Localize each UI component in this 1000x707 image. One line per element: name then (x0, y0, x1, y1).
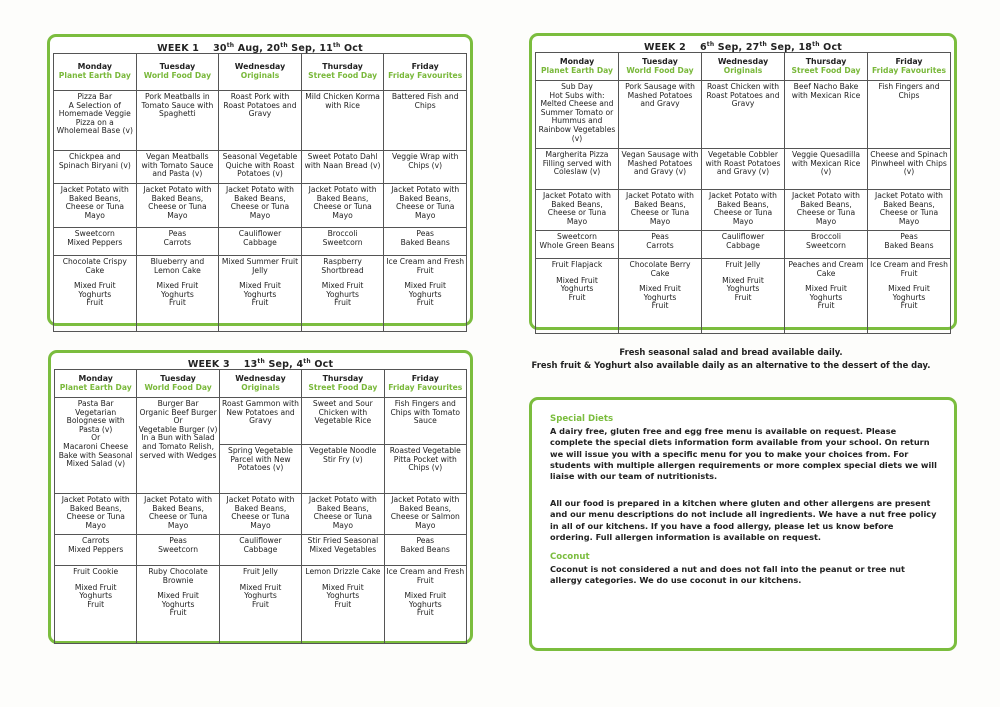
dish-text: Veggie Wrap with Chips (v) (391, 152, 459, 170)
menu-cell (54, 228, 137, 256)
menu-cell (619, 149, 702, 190)
date-month: Sep, (714, 42, 746, 54)
menu-cell (536, 231, 619, 259)
menu-cell (868, 149, 951, 190)
dish-text: Raspberry Shortbread (321, 257, 364, 275)
menu-cell (702, 231, 785, 259)
week-label: WEEK 2 (643, 42, 686, 54)
menu-cell (301, 91, 384, 151)
dish-text: Roast Pork with Roast Potatoes and Gravy (223, 92, 297, 119)
day-theme: Planet Earth Day (59, 382, 132, 392)
day-name: Monday (77, 62, 112, 72)
day-header (136, 54, 219, 91)
dish-text: Seasonal Vegetable Quiche with Roast Potatoes (v) (222, 152, 298, 179)
fruit-options: Mixed Fruit Yoghurts Fruit (156, 281, 199, 308)
date-number: 20 (266, 43, 281, 55)
dish-text: Cheese and Spinach Pinwheel with Chips (v) (870, 150, 948, 177)
dish-text: Fruit Flapjack (551, 260, 603, 269)
menu-cell (702, 149, 785, 190)
day-header (702, 53, 785, 81)
week-label: WEEK 1 (157, 43, 200, 55)
date-number: 27 (745, 42, 760, 54)
day-name: Tuesday (160, 373, 196, 383)
menu-cell (384, 151, 467, 184)
menu-cell (302, 494, 384, 535)
dish-text: Pork Meatballs in Tomato Sauce with Spaghetti (141, 92, 214, 119)
dish-text: Pasta Bar Vegetarian Bolognese with Pasta (v) Or Macaroni Cheese Bake with Seasonal Mixed Salad (v) (58, 399, 133, 469)
menu-cell (54, 151, 137, 184)
dish-text: Burger Bar Organic Beef Burger Or Vegetable Burger (v) In a Bun with Salad and Tomato Relish, served with Wedges (138, 399, 218, 460)
date-month: Sep, (264, 359, 297, 371)
menu-cell (384, 566, 466, 644)
day-theme: Friday Favourites (871, 65, 947, 75)
date-month: Aug, (234, 43, 267, 55)
menu-cell (384, 256, 467, 332)
dish-text: Broccoli Sweetcorn (322, 229, 363, 247)
menu-cell (136, 91, 219, 151)
menu-cell (536, 149, 619, 190)
dish-text: Jacket Potato with Baked Beans, Cheese or Tuna Mayo (143, 185, 212, 220)
day-name: Thursday (805, 56, 847, 66)
dish-text: Jacket Potato with Baked Beans, Cheese or Tuna Mayo (709, 191, 777, 226)
menu-cell (219, 91, 302, 151)
dish-text: Chocolate Berry Cake (629, 260, 691, 278)
menu-cell (619, 259, 702, 334)
week-2-title (535, 38, 951, 52)
salad-bread-note: Fresh seasonal salad and bread available daily. (619, 347, 843, 357)
week-label: WEEK 3 (187, 359, 230, 371)
dish-text: Peas Carrots (646, 232, 674, 250)
day-theme: Friday Favourites (388, 382, 463, 392)
week-dates (700, 42, 842, 53)
date-suffix: th (257, 358, 265, 365)
week-3-menu (48, 350, 473, 644)
day-name: Wednesday (234, 62, 286, 72)
dish-text: Jacket Potato with Baked Beans, Cheese or Tuna Mayo (60, 185, 129, 220)
menu-cell (785, 190, 868, 231)
dish-text: Fish Fingers and Chips (878, 82, 940, 100)
menu-cell (619, 190, 702, 231)
fruit-options: Mixed Fruit Yoghurts Fruit (321, 281, 364, 308)
dish-text: Sweetcorn Whole Green Beans (539, 232, 615, 250)
menu-cell (868, 81, 951, 149)
fruit-options: Mixed Fruit Yoghurts Fruit (722, 275, 764, 302)
date-number: 18 (798, 42, 813, 54)
dish-text: Blueberry and Lemon Cake (150, 257, 205, 275)
menu-cell (219, 184, 302, 228)
dish-text: Roast Gammon with New Potatoes and Gravy (222, 399, 299, 426)
dish-text: Peas Sweetcorn (158, 536, 199, 554)
dish-text: Battered Fish and Chips (391, 92, 459, 110)
dish-text: Sweet and Sour Chicken with Vegetable Rice (312, 399, 373, 426)
day-header (137, 370, 219, 398)
dish-text: Chickpea and Spinach Biryani (v) (58, 152, 131, 170)
week-1-menu (47, 34, 473, 326)
dish-text: Mixed Summer Fruit Jelly (221, 257, 299, 275)
day-theme: Planet Earth Day (58, 71, 131, 80)
day-name: Tuesday (642, 56, 678, 66)
dish-text: Peaches and Cream Cake (788, 260, 864, 278)
day-name: Friday (411, 373, 439, 383)
fruit-options: Mixed Fruit Yoghurts Fruit (639, 284, 681, 311)
menu-cell (136, 256, 219, 332)
dish-text: Jacket Potato with Baked Beans, Cheese or Tuna Mayo (308, 185, 377, 220)
dish-text: Ruby Chocolate Brownie (148, 567, 208, 585)
menu-cell (302, 535, 384, 566)
menu-cell (868, 259, 951, 334)
dish-text: Peas Baked Beans (884, 232, 934, 250)
menu-cell (536, 81, 619, 149)
menu-cell (702, 259, 785, 334)
daily-availability-note (521, 346, 941, 372)
day-name: Friday (411, 62, 439, 72)
menu-cell (219, 494, 301, 535)
day-name: Wednesday (235, 373, 286, 383)
day-theme: Originals (723, 65, 763, 75)
menu-cell (536, 259, 619, 334)
week-dates (244, 359, 333, 370)
menu-cell (55, 494, 137, 535)
date-month: Sep, (766, 42, 799, 54)
dish-text: Roasted Vegetable Pitta Pocket with Chips (v) (389, 446, 461, 473)
date-suffix: th (303, 358, 311, 365)
day-header (301, 54, 384, 91)
date-number: 30 (213, 43, 227, 55)
menu-cell (137, 535, 219, 566)
day-header (219, 370, 301, 398)
menu-cell (384, 184, 467, 228)
week-2-table (535, 52, 951, 334)
dish-text: Ice Cream and Fresh Fruit (386, 257, 465, 275)
dish-text: Chocolate Crispy Cake (62, 257, 127, 275)
dish-text: Cauliflower Cabbage (238, 229, 282, 247)
week-3-table (54, 369, 467, 644)
menu-cell (55, 566, 137, 644)
dish-text: Vegan Meatballs with Tomato Sauce and Pasta (v) (141, 152, 214, 179)
menu-cell (384, 91, 467, 151)
dish-text: Margherita Pizza Filling served with Coleslaw (v) (542, 150, 612, 177)
menu-cell (301, 256, 384, 332)
dish-text: Pizza Bar A Selection of Homemade Veggie Pizza on a Wholemeal Base (v) (56, 92, 133, 136)
menu-cell (137, 398, 219, 494)
date-month: Sep, (287, 43, 320, 55)
dish-text: Broccoli Sweetcorn (806, 232, 846, 250)
day-theme: Friday Favourites (388, 71, 463, 80)
fruit-options: Mixed Fruit Yoghurts Fruit (404, 281, 447, 308)
day-header (536, 53, 619, 81)
day-name: Monday (78, 373, 113, 383)
dish-text: Jacket Potato with Baked Beans, Cheese or Tuna Mayo (391, 185, 460, 220)
week-1-table (53, 53, 467, 332)
coconut-heading: Coconut (550, 552, 590, 563)
date-number: 4 (296, 359, 304, 371)
menu-cell (619, 81, 702, 149)
day-name: Thursday (322, 373, 364, 383)
date-suffix: th (759, 41, 767, 48)
dish-text: Jacket Potato with Baked Beans, Cheese or Tuna Mayo (875, 191, 943, 226)
day-theme: World Food Day (143, 71, 212, 80)
menu-cell (219, 228, 302, 256)
dish-text: Fruit Jelly (243, 567, 278, 576)
menu-cell (219, 535, 301, 566)
menu-cell (301, 151, 384, 184)
dish-text: Jacket Potato with Baked Beans, Cheese or Tuna Mayo (543, 191, 611, 226)
fruit-options: Mixed Fruit Yoghurts Fruit (805, 284, 847, 311)
menu-cell (219, 445, 301, 494)
menu-cell (301, 228, 384, 256)
dish-text: Jacket Potato with Baked Beans, Cheese or Tuna Mayo (308, 495, 377, 530)
dish-text: Jacket Potato with Baked Beans, Cheese or Salmon Mayo (390, 495, 460, 530)
fruit-yoghurt-note: Fresh fruit & Yoghurt also available daily as an alternative to the dessert of the day. (531, 360, 931, 370)
menu-cell (54, 91, 137, 151)
menu-cell (55, 398, 137, 494)
menu-cell (384, 494, 466, 535)
menu-cell (137, 494, 219, 535)
menu-cell (302, 445, 384, 494)
day-header (302, 370, 384, 398)
date-suffix: th (280, 42, 288, 49)
dish-text: Roast Chicken with Roast Potatoes and Gravy (706, 82, 780, 109)
dish-text: Beef Nacho Bake with Mexican Rice (791, 82, 861, 100)
dish-text: Peas Carrots (163, 229, 192, 247)
day-theme: Originals (241, 382, 280, 392)
fruit-options: Mixed Fruit Yoghurts Fruit (556, 275, 598, 302)
menu-cell (54, 256, 137, 332)
dish-text: Jacket Potato with Baked Beans, Cheese or Tuna Mayo (225, 185, 294, 220)
menu-cell (785, 81, 868, 149)
dish-text: Ice Cream and Fresh Fruit (870, 260, 948, 278)
fruit-options: Mixed Fruit Yoghurts Fruit (157, 591, 199, 618)
day-theme: Originals (240, 71, 280, 80)
day-theme: World Food Day (626, 65, 694, 75)
date-month: Oct (819, 42, 843, 54)
dish-text: Cauliflower Cabbage (721, 232, 765, 250)
date-number: 6 (699, 42, 707, 54)
dish-text: Carrots Mixed Peppers (68, 536, 124, 554)
dish-text: Peas Baked Beans (400, 229, 450, 247)
dish-text: Vegan Sausage with Mashed Potatoes and Gravy (v) (621, 150, 699, 177)
dish-text: Peas Baked Beans (400, 536, 450, 554)
dish-text: Jacket Potato with Baked Beans, Cheese or Tuna Mayo (792, 191, 860, 226)
day-header (55, 370, 137, 398)
menu-cell (384, 228, 467, 256)
fruit-options: Mixed Fruit Yoghurts Fruit (239, 281, 281, 308)
dish-text: Vegetable Noodle Stir Fry (v) (309, 446, 377, 464)
dish-text: Lemon Drizzle Cake (305, 567, 381, 576)
day-name: Friday (895, 56, 923, 66)
menu-cell (702, 81, 785, 149)
menu-cell (785, 259, 868, 334)
dish-text: Sweet Potato Dahl with Naan Bread (v) (304, 152, 381, 170)
day-theme: Planet Earth Day (540, 65, 613, 75)
menu-cell (136, 151, 219, 184)
fruit-options: Mixed Fruit Yoghurts Fruit (322, 582, 364, 609)
menu-cell (785, 149, 868, 190)
allergen-text: All our food is prepared in a kitchen where gluten and other allergens are present and our menu descriptions do not include all ingredients. We have a nut free policy in all of our kitchens. If you have a food allergy, please let us know before ordering. Full allergen information is available on request. (550, 498, 937, 542)
dish-text: Jacket Potato with Baked Beans, Cheese or Tuna Mayo (626, 191, 694, 226)
week-2-menu (529, 33, 957, 330)
date-month: Oct (310, 359, 334, 371)
fruit-options: Mixed Fruit Yoghurts Fruit (73, 281, 116, 308)
menu-cell (55, 535, 137, 566)
day-theme: Street Food Day (791, 65, 861, 75)
dish-text: Veggie Quesadilla with Mexican Rice (v) (791, 150, 861, 177)
menu-cell (536, 190, 619, 231)
dish-text: Vegetable Cobbler with Roast Potatoes and Gravy (v) (705, 150, 781, 177)
dish-text: Ice Cream and Fresh Fruit (386, 567, 465, 585)
day-header (384, 54, 467, 91)
dish-text: Jacket Potato with Baked Beans, Cheese or Tuna Mayo (61, 495, 130, 530)
menu-cell (384, 398, 466, 445)
menu-cell (219, 256, 302, 332)
dish-text: Jacket Potato with Baked Beans, Cheese or Tuna Mayo (144, 495, 213, 530)
day-header (785, 53, 868, 81)
dish-text: Fish Fingers and Chips with Tomato Sauce (390, 399, 461, 426)
dish-text: Jacket Potato with Baked Beans, Cheese or Tuna Mayo (226, 495, 295, 530)
dish-text: Mild Chicken Korma with Rice (305, 92, 380, 110)
fruit-options: Mixed Fruit Yoghurts Fruit (74, 582, 117, 609)
day-name: Thursday (322, 62, 363, 72)
menu-cell (219, 151, 302, 184)
day-theme: Street Food Day (308, 382, 378, 392)
date-number: 11 (319, 43, 333, 55)
day-header (54, 54, 137, 91)
menu-cell (137, 566, 219, 644)
special-diets-panel (529, 397, 957, 651)
day-header (619, 53, 702, 81)
dish-text: Stir Fried Seasonal Mixed Vegetables (307, 536, 379, 554)
menu-cell (219, 398, 301, 445)
date-month: Oct (340, 43, 363, 55)
menu-cell (384, 535, 466, 566)
date-suffix: th (332, 42, 341, 49)
menu-cell (301, 184, 384, 228)
week-1-title (53, 39, 467, 53)
date-suffix: th (706, 41, 715, 48)
date-number: 13 (243, 359, 258, 371)
dish-text: Pork Sausage with Mashed Potatoes and Gravy (625, 82, 695, 109)
special-diets-heading: Special Diets (550, 414, 614, 424)
date-suffix: th (812, 41, 820, 48)
menu-cell (302, 398, 384, 445)
day-header (384, 370, 466, 398)
day-header (219, 54, 302, 91)
menu-cell (868, 231, 951, 259)
fruit-options: Mixed Fruit Yoghurts Fruit (239, 582, 282, 609)
dish-text: Sub Day Hot Subs with: Melted Cheese and Summer Tomato or Hummus and Rainbow Vegetables (v) (538, 82, 616, 143)
week-3-title (54, 355, 467, 369)
dish-text: Spring Vegetable Parcel with New Potatoes (v) (228, 446, 293, 473)
menu-cell (136, 228, 219, 256)
day-name: Monday (559, 56, 595, 66)
day-header (868, 53, 951, 81)
menu-cell (136, 184, 219, 228)
dish-text: Cauliflower Cabbage (239, 536, 282, 554)
menu-cell (384, 445, 466, 494)
day-theme: Street Food Day (308, 71, 378, 80)
dish-text: Fruit Cookie (73, 567, 119, 576)
special-diets-text: A dairy free, gluten free and egg free menu is available on request. Please complete the special diets information form available from your school. On return we will issue you with a specific menu for you to make your choices from. For students with multiple allergen requirements or more complex special diets we will liaise with our team of nutritionists. (550, 426, 937, 482)
fruit-options: Mixed Fruit Yoghurts Fruit (888, 284, 930, 311)
menu-cell (868, 190, 951, 231)
day-theme: World Food Day (144, 382, 212, 392)
dish-text: Sweetcorn Mixed Peppers (67, 229, 123, 247)
day-name: Wednesday (717, 56, 769, 66)
date-suffix: th (226, 42, 235, 49)
coconut-text: Coconut is not considered a nut and does not fall into the peanut or tree nut allergy categories. We do use coconut in our kitchens. (550, 564, 905, 586)
fruit-options: Mixed Fruit Yoghurts Fruit (404, 591, 447, 618)
week-dates (213, 43, 363, 54)
menu-cell (54, 184, 137, 228)
menu-cell (219, 566, 301, 644)
menu-cell (702, 190, 785, 231)
menu-cell (302, 566, 384, 644)
menu-cell (619, 231, 702, 259)
day-name: Tuesday (159, 62, 196, 72)
menu-cell (785, 231, 868, 259)
dish-text: Fruit Jelly (725, 260, 761, 269)
